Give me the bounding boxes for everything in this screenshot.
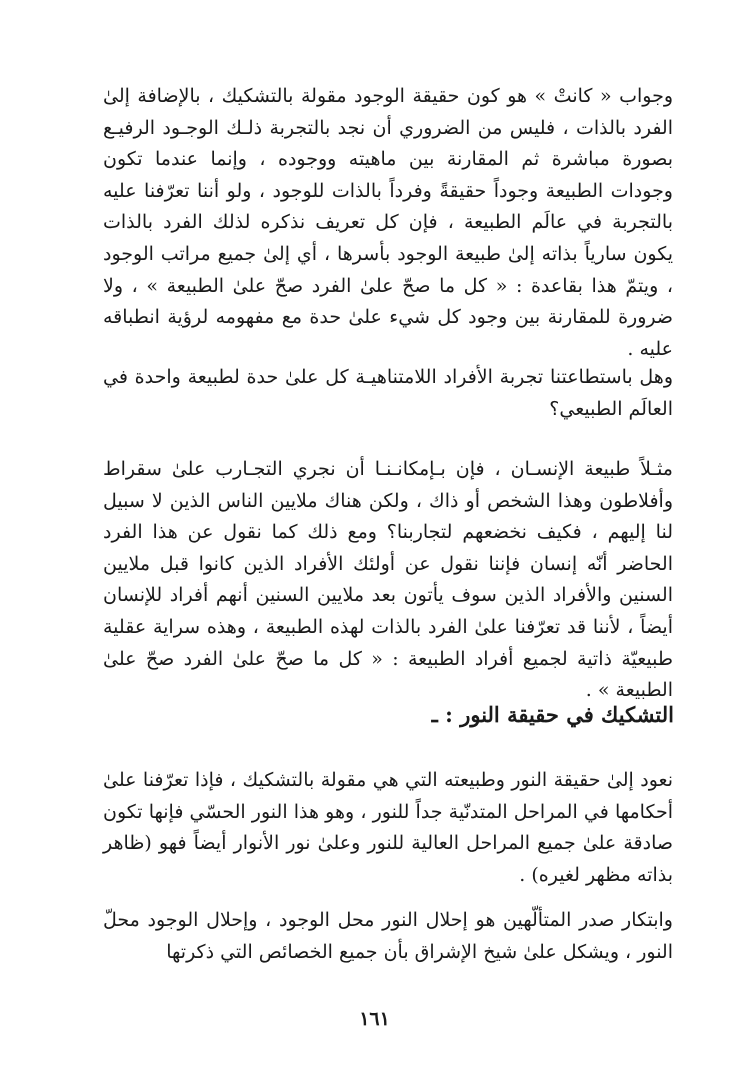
paragraph-infinite-individuals-question: وهل باستطاعتنا تجربة الأفراد اللامتناهيـة كل علىٰ حدة لطبيعة واحدة في العالَم الطبيعي؟ bbox=[103, 366, 673, 420]
paragraph-kant-answer: وجواب « كانتْ » هو كون حقيقة الوجود مقولة بالتشكيك ، بالإضافة إلىٰ الفرد بالذات ، فليس من الضروري أن نجد بالتجربة ذلـك الوجـود الرفيـع بصورة مباشرة ثم المقارنة بين ماهيته ووجوده ، وإنما عندما تكون وجودات الطبيعة وجوداً حقيقةً وفرداً بالذات للوجود ، ولو أننا تعرّفنا عليه بالتجربة في عالَم الطبيعة ، فإن كل تعريف نذكره لذلك الفرد بالذات يكون سارياً بذاته إلىٰ طبيعة الوجود بأسرها ، أي إلىٰ جميع مراتب الوجود ، ويتمّ هذا بقاعدة : « كل ما صحّ علىٰ الفرد صحّ علىٰ الطبيعة » ، ولا ضرورة للمقارنة بين وجود كل شيء علىٰ حدة مع مفهومه لرؤية انطباقه عليه . bbox=[103, 85, 673, 360]
paragraph-light-reality: نعود إلىٰ حقيقة النور وطبيعته التي هي مقولة بالتشكيك ، فإذا تعرّفنا علىٰ أحكامها في المراحل المتدنّية جداً للنور ، وهو هذا النور الحسّي فإنها تكون صادقة علىٰ جميع المراحل العالية للنور وعلىٰ نور الأنوار أيضاً فهو (ظاهر بذاته مظهر لغيره) . bbox=[103, 769, 673, 886]
paragraph-sadr-innovation: وابتكار صدر المتألّهين هو إحلال النور محل الوجود ، وإحلال الوجود محلّ النور ، ويشكل علىٰ شيخ الإشراق بأن جميع الخصائص التي ذكرتها bbox=[103, 909, 673, 963]
page-number: ١٦١ bbox=[359, 1008, 390, 1030]
section-heading: التشكيك في حقيقة النور : ـ bbox=[431, 702, 674, 727]
paragraph-human-nature-example: مثـلاً طبيعة الإنسـان ، فإن بـإمكانـنـا أن نجري التجـارب علىٰ سقراط وأفلاطون وهذا الشخص أو ذاك ، ولكن هناك ملايين الناس الذين لا سبيل لنا إليهم ، فكيف نخضعهم لتجاربنا؟ ومع ذلك كما نقول عن هذا الفرد الحاضر أنّه إنسان فإننا نقول عن أولئك الأفراد الذين كانوا قبل ملايين السنين والأفراد الذين سوف يأتون بعد ملايين السنين أنهم أفراد للإنسان أيضاً ، لأننا قد تعرّفنا علىٰ الفرد بالذات لهذه الطبيعة ، وهذه سراية عقلية طبيعيّة ذاتية لجميع أفراد الطبيعة : « كل ما صحّ علىٰ الفرد صحّ علىٰ الطبيعة » . bbox=[103, 458, 673, 702]
